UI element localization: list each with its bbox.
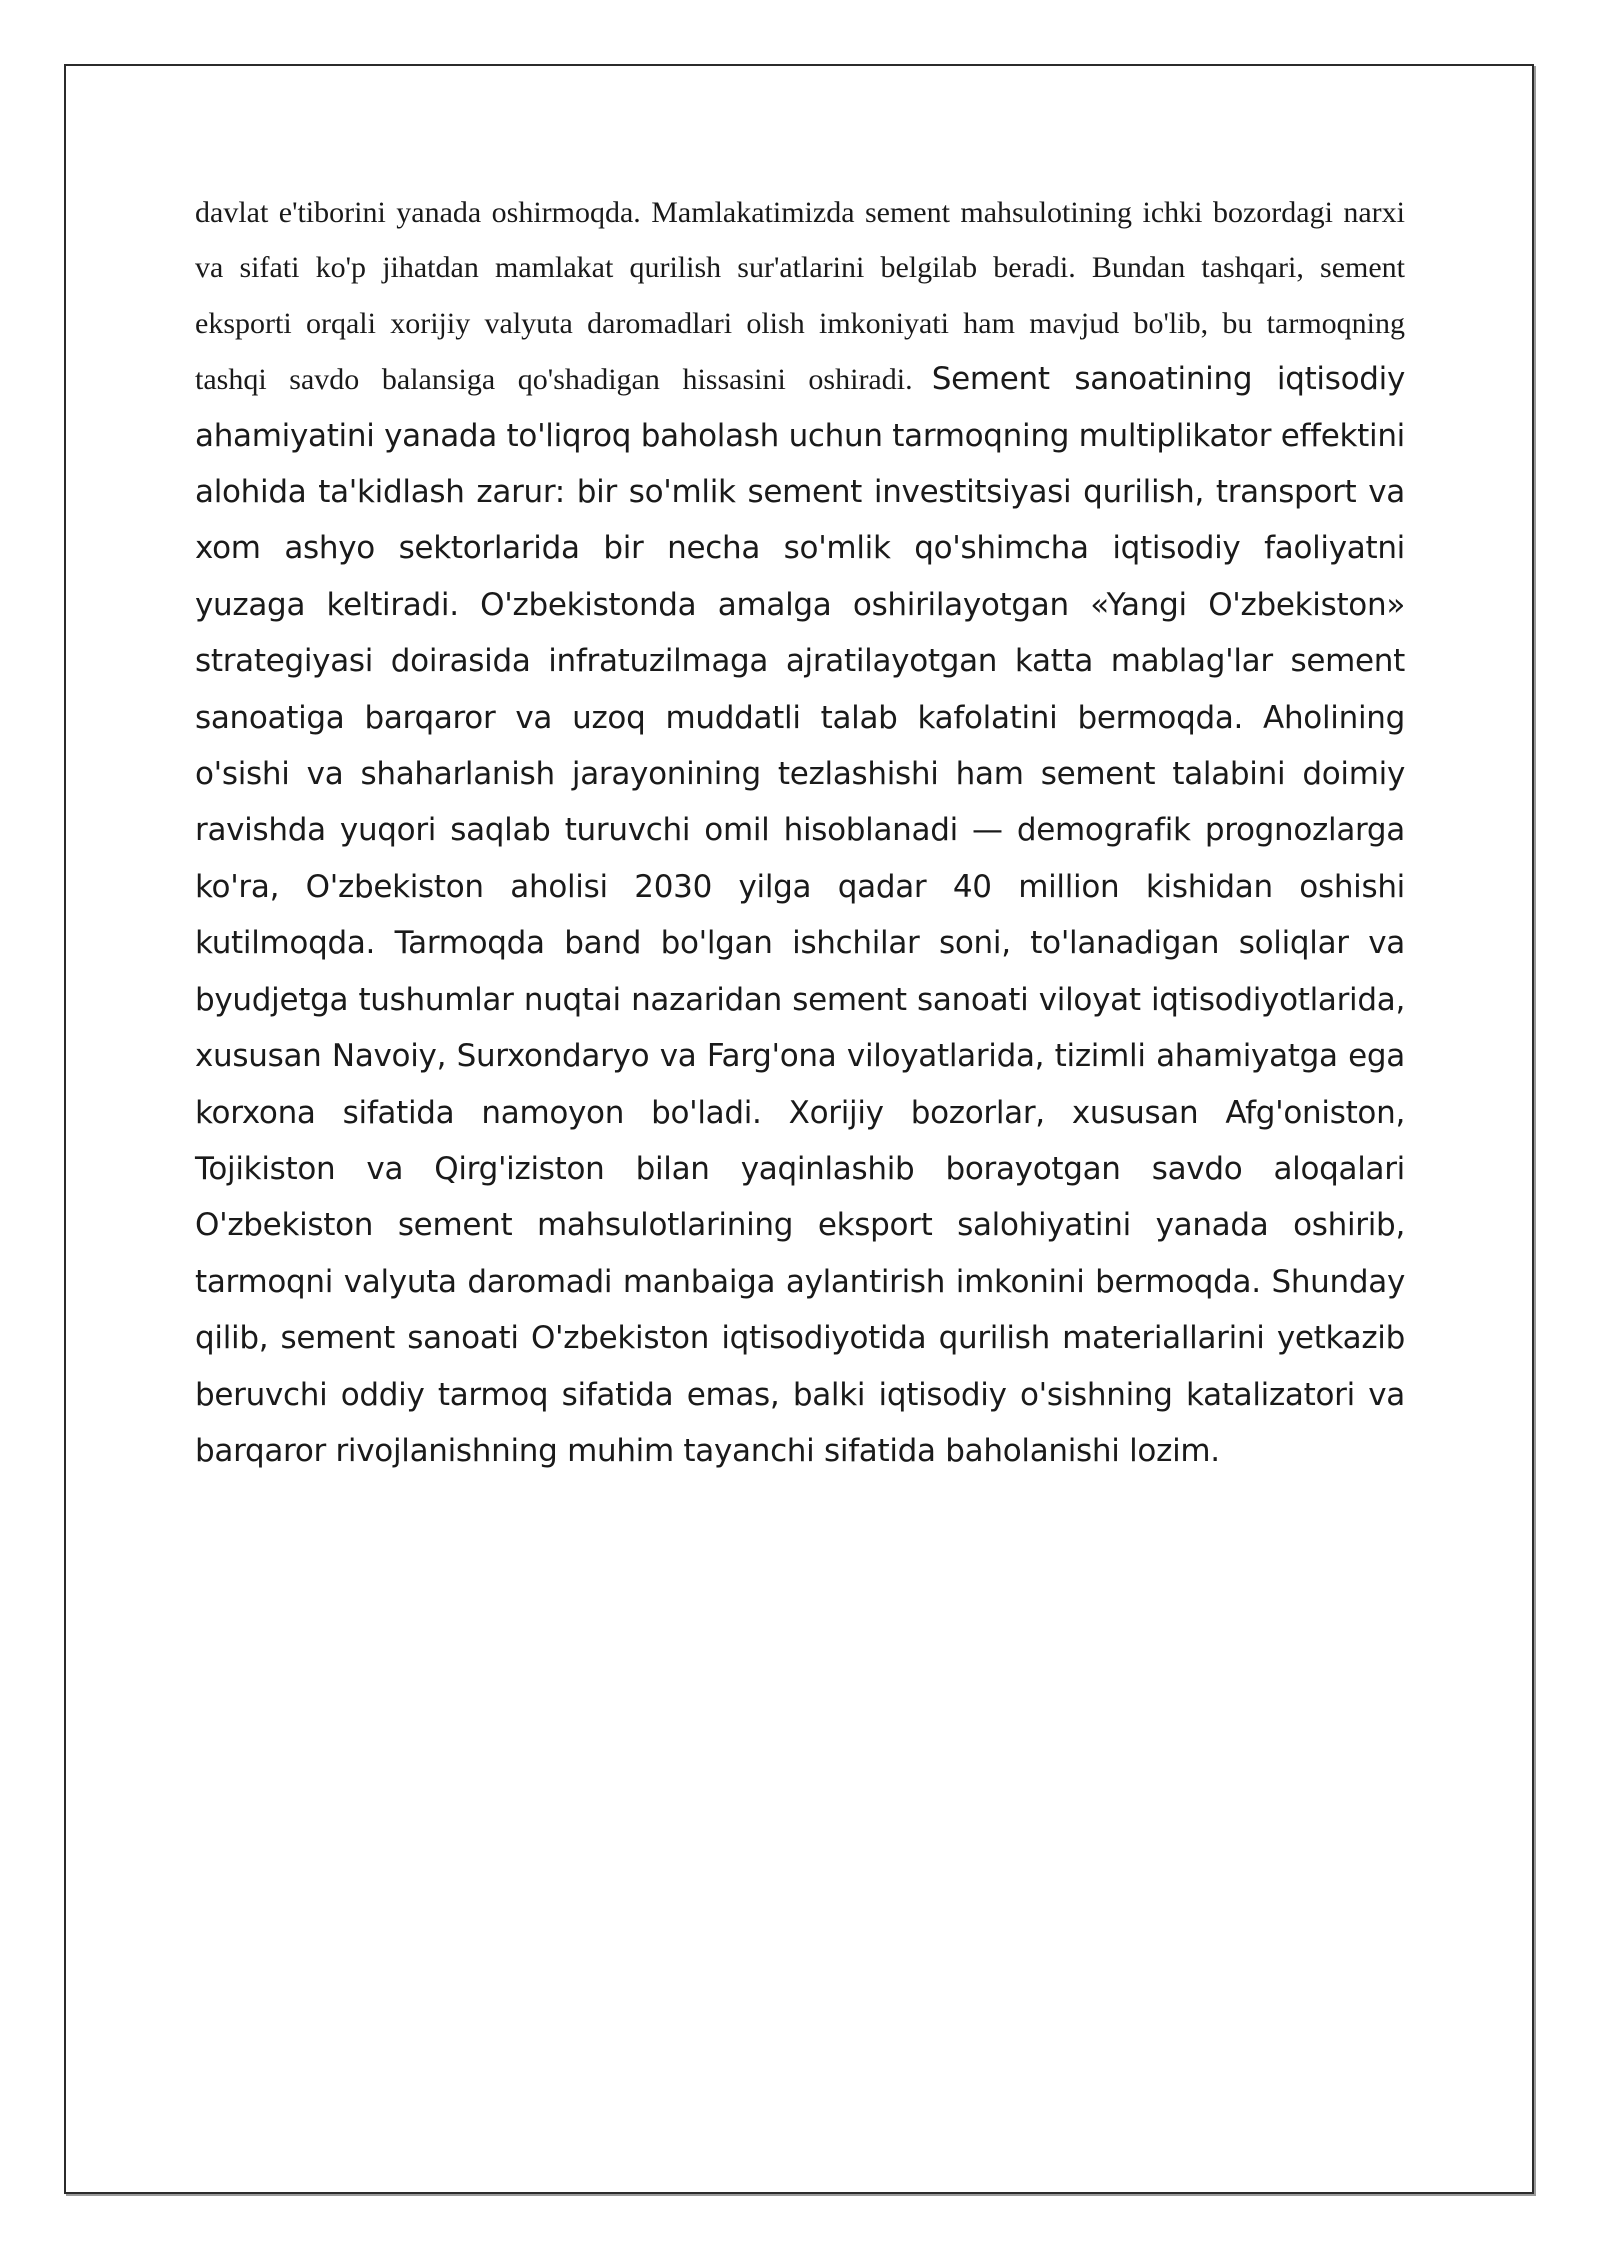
body-paragraph xyxy=(195,188,1405,1482)
paragraph-sans-run: Sement sanoatining iqtisodiy ahamiyatini yanada to'liqroq baholash uchun tarmoqning multiplikator effektini alohida ta'kidlash zarur: bir so'mlik sement investitsiyasi qurilish, transport va xom ashyo sektorlarida bir necha so'mlik qo'shimcha iqtisodiy faoliyatni yuzaga keltiradi. O'zbekistonda amalga oshirilayotgan «Yangi O'zbekiston» strategiyasi doirasida infratuzilmaga ajratilayotgan katta mablag'lar sement sanoatiga barqaror va uzoq muddatli talab kafolatini bermoqda. Aholining o'sishi va shaharlanish jarayonining tezlashishi ham sement talabini doimiy ravishda yuqori saqlab turuvchi omil hisoblanadi — demografik prognozlarga ko'ra, O'zbekiston aholisi 2030 yilga qadar 40 million kishidan oshishi kutilmoqda. Tarmoqda band bo'lgan ishchilar soni, to'lanadigan soliqlar va byudjetga tushumlar nuqtai nazaridan sement sanoati viloyat iqtisodiyotlarida, xususan Navoiy, Surxondaryo va Farg'ona viloyatlarida, tizimli ahamiyatga ega korxona sifatida namoyon bo'ladi. Xorijiy bozorlar, xususan Afg'oniston, Tojikiston va Qirg'iziston bilan yaqinlashib borayotgan savdo aloqalari O'zbekiston sement mahsulotlarining eksport salohiyatini yanada oshirib, tarmoqni valyuta daromadi manbaiga aylantirish imkonini bermoqda. Shunday qilib, sement sanoati O'zbekiston iqtisodiyotida qurilish materiallarini yetkazib beruvchi oddiy tarmoq sifatida emas, balki iqtisodiy o'sishning katalizatori va barqaror rivojlanishning muhim tayanchi sifatida baholanishi lozim. xyxy=(195,361,1405,1469)
paragraph-serif-run: davlat e'tiborini yanada oshirmoqda. Mamlakatimizda sement mahsulotining ichki bozordagi narxi va sifati ko'p jihatdan mamlakat qurilish sur'atlarini belgilab beradi. Bundan tashqari, sement eksporti orqali xorijiy valyuta daromadlari olish imkoniyati ham mavjud bo'lib, bu tarmoqning tashqi savdo balansiga qo'shadigan hissasini oshiradi. xyxy=(195,196,1405,397)
